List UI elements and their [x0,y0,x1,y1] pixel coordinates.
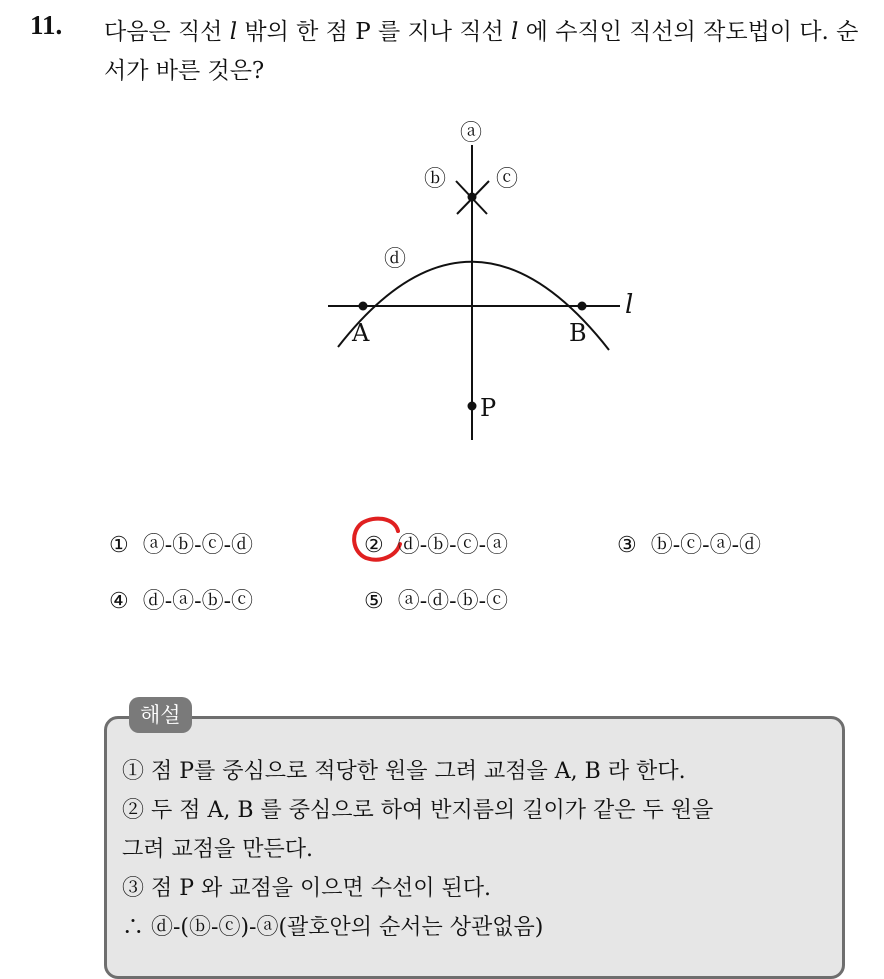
label-point-b: B [569,319,587,347]
choice-text: ⓐ-ⓓ-ⓑ-ⓒ [397,589,509,614]
solution-text [122,752,834,947]
choice-number: ② [364,533,384,558]
choice-text: ⓑ-ⓒ-ⓐ-ⓓ [650,533,762,558]
solution-line: ③ 점 P 와 교점을 이으면 수선이 된다. [122,876,492,901]
arc-b [456,181,487,214]
intersection-point [468,193,477,202]
choice-text: ⓓ-ⓐ-ⓑ-ⓒ [142,589,254,614]
question-text-part: 밖의 한 점 P 를 지나 직선 [237,19,512,45]
choice-2[interactable] [364,528,508,559]
choice-text: ⓐ-ⓑ-ⓒ-ⓓ [142,533,254,558]
label-a-step: ⓐ [460,121,483,146]
solution-line: 그려 교점을 만든다. [122,837,313,862]
choice-4[interactable] [109,584,253,615]
choice-number: ① [109,533,129,558]
solution-line: ② 두 점 A, B 를 중심으로 하여 반지름의 길이가 같은 두 원을 [122,798,714,823]
point-p [468,402,477,411]
label-point-a: A [352,319,370,347]
line-variable: l [229,19,238,45]
solution-line: ① 점 P를 중심으로 적당한 원을 그려 교점을 A, B 라 한다. [122,759,686,784]
solution-line: ∴ ⓓ-(ⓑ-ⓒ)-ⓐ(괄호안의 순서는 상관없음) [122,915,544,940]
solution-tag: 해설 [129,697,192,733]
question-text [104,13,874,91]
line-variable: l [511,19,519,45]
choice-3[interactable] [617,528,761,559]
choice-1[interactable] [109,528,253,559]
arc-d [338,262,609,350]
label-line-l: l [625,290,634,320]
choice-number: ③ [617,533,637,558]
label-d-step: ⓓ [384,247,407,272]
choice-text: ⓓ-ⓑ-ⓒ-ⓐ [397,533,509,558]
choice-number: ④ [109,589,129,614]
choice-5[interactable] [364,584,508,615]
choice-number: ⑤ [364,589,384,614]
question-number: 11. [30,10,63,40]
arc-c [457,181,489,214]
question-text-part: 다음은 직선 [104,19,230,45]
label-c-step: ⓒ [496,167,519,192]
label-point-p: P [480,394,497,422]
label-b-step: ⓑ [424,167,447,192]
question-text-part: 에 수직인 직선의 작도법이 다. 순서가 바른 것은? [104,19,859,84]
point-b [578,302,587,311]
point-a [359,302,368,311]
